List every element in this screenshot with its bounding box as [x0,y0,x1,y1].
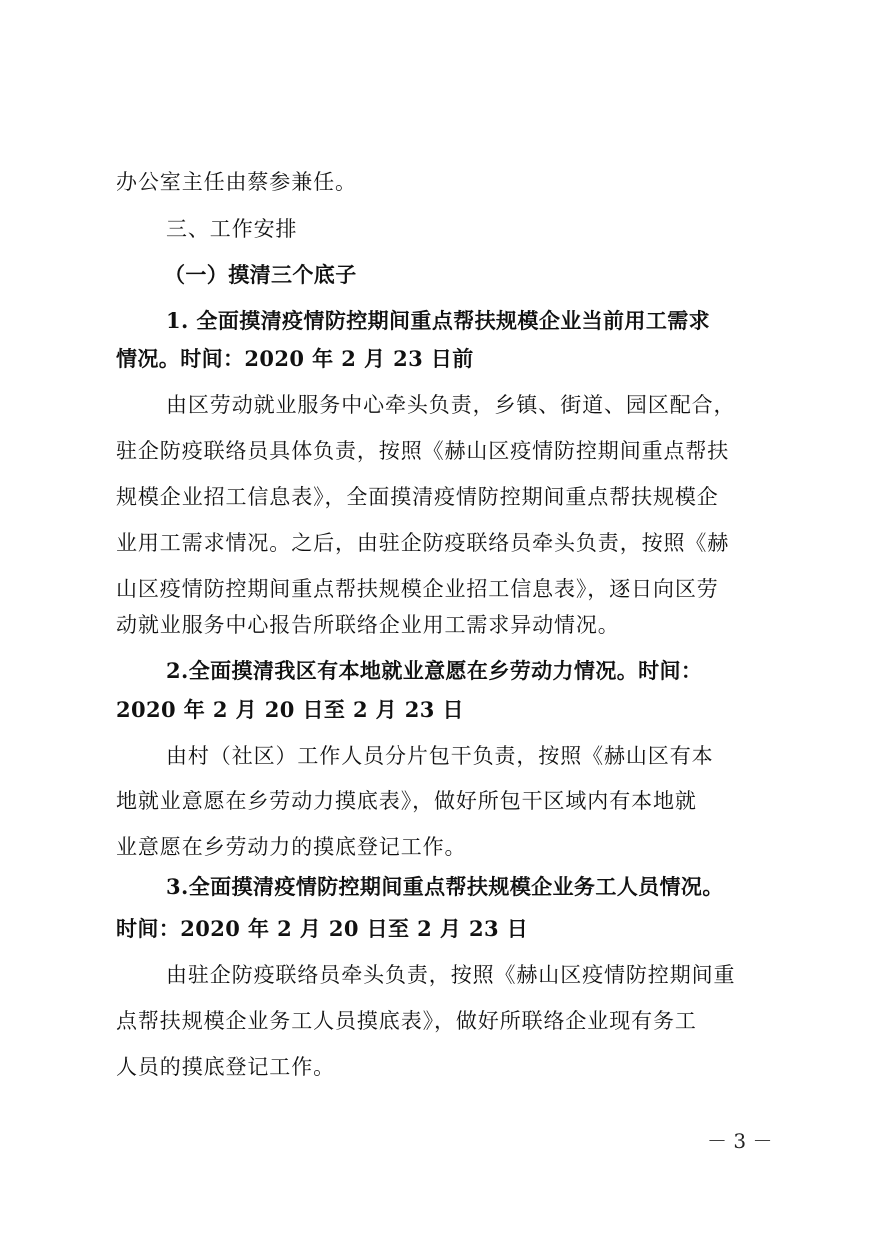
item-heading: 2.全面摸清我区有本地就业意愿在乡劳动力情况。时间： [166,658,703,683]
paragraph-line: 山区疫情防控期间重点帮扶规模企业招工信息表》，逐日向区劳 [116,577,719,601]
paragraph-line: 业意愿在乡劳动力的摸底登记工作。 [116,835,467,859]
item-heading: 1. 全面摸清疫情防控期间重点帮扶规模企业当前用工需求 [166,308,711,333]
paragraph-line: 由驻企防疫联络员牵头负责，按照《赫山区疫情防控期间重 [166,963,736,987]
paragraph-line: 由区劳动就业服务中心牵头负责，乡镇、街道、园区配合， [166,393,736,417]
paragraph-line: 地就业意愿在乡劳动力摸底表》，做好所包干区域内有本地就 [116,789,697,813]
page-number: － 3 － [707,1129,773,1153]
paragraph-line: 点帮扶规模企业务工人员摸底表》，做好所联络企业现有务工 [116,1009,697,1033]
subsection-heading: （一）摸清三个底子 [164,262,357,287]
item-heading-continued: 时间：2020 年 2 月 20 日至 2 月 23 日 [116,916,529,941]
paragraph-line: 动就业服务中心报告所联络企业用工需求异动情况。 [116,613,620,637]
paragraph-line: 人员的摸底登记工作。 [116,1055,335,1079]
item-heading: 3.全面摸清疫情防控期间重点帮扶规模企业务工人员情况。 [166,874,724,899]
paragraph-line: 规模企业招工信息表》，全面摸清疫情防控期间重点帮扶规模企 [116,485,719,509]
paragraph-line: 驻企防疫联络员具体负责，按照《赫山区疫情防控期间重点帮扶 [116,439,730,463]
section-heading: 三、工作安排 [166,217,298,241]
item-heading-continued: 情况。时间：2020 年 2 月 23 日前 [116,346,474,371]
paragraph-line: 办公室主任由蔡参兼任。 [116,170,357,194]
item-heading-continued: 2020 年 2 月 20 日至 2 月 23 日 [116,697,464,722]
paragraph-line: 由村（社区）工作人员分片包干负责，按照《赫山区有本 [166,744,714,768]
paragraph-line: 业用工需求情况。之后，由驻企防疫联络员牵头负责，按照《赫 [116,531,730,555]
